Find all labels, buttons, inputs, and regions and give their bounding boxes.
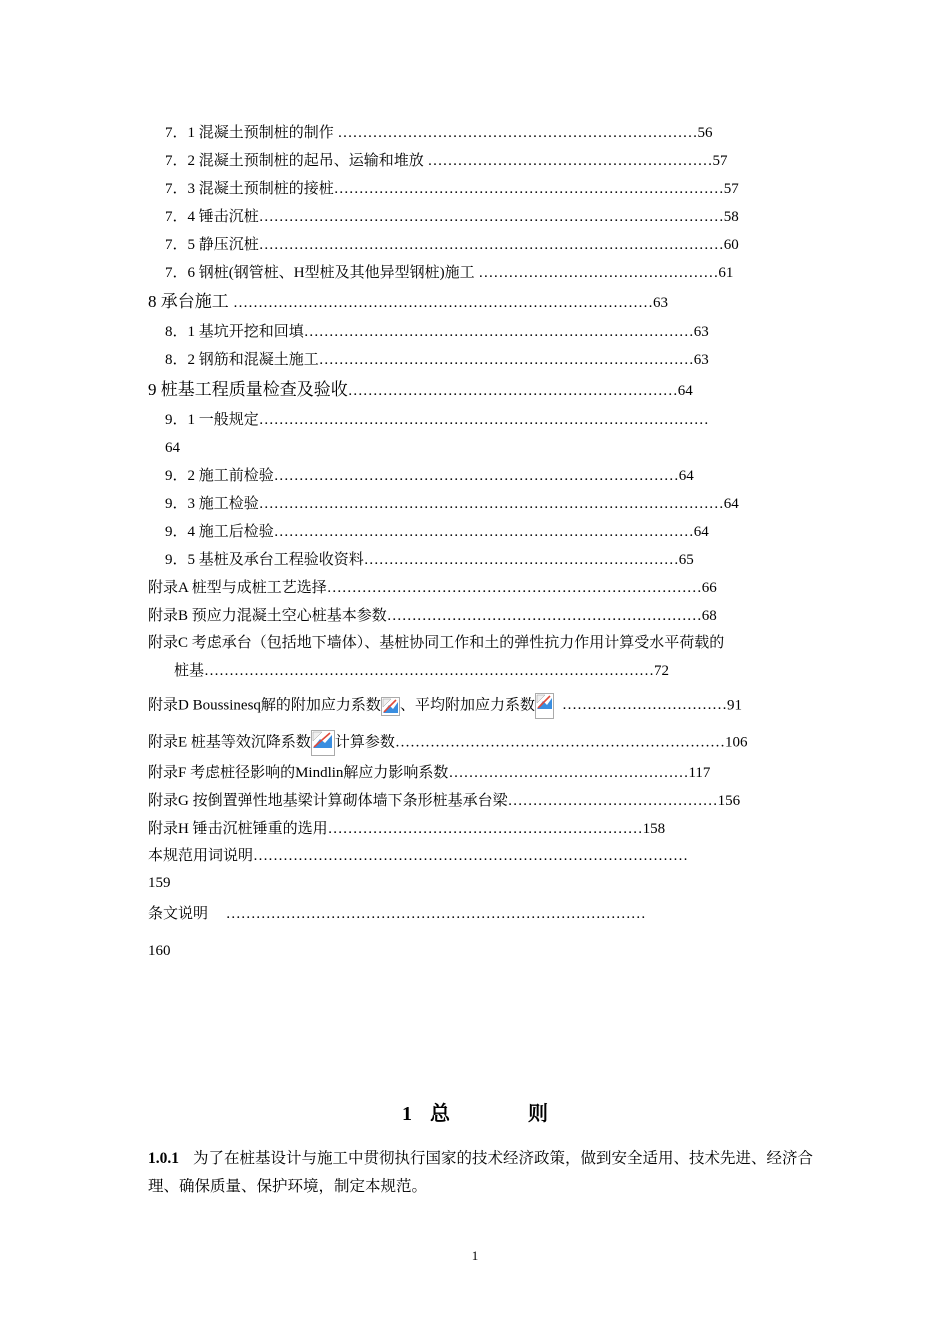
toc-label: 附录F 考虑桩径影响的Mindlin解应力影响系数 [148,765,449,781]
toc-entry-terms[interactable] [148,847,688,865]
toc-leader: ………………………………………………………………………… [273,524,694,540]
toc-page: 63 [693,324,709,340]
toc-leader: ……………………………………………………………… [337,125,698,141]
toc-label: 8．1 基坑开挖和回填 [165,324,304,340]
toc-leader: ………………………………………………………… [394,734,725,751]
toc-leader: ………………………………………………… [427,153,713,169]
toc-entry-commentary[interactable] [148,905,646,923]
toc-leader: ……………………………………………………… [327,821,643,837]
toc-page: 56 [697,125,713,141]
toc-leader: ………………………………………………………………………… [233,295,653,311]
toc-entry-appendix-d[interactable] [148,693,742,719]
broken-image-icon [381,697,400,716]
toc-page: 72 [654,663,670,679]
toc-entry-appendix-b[interactable] [148,607,717,625]
toc-label: 本规范用词说明 [148,848,254,864]
toc-entry-appendix-f[interactable] [148,764,710,782]
toc-page: 156 [717,793,741,809]
toc-page: 117 [688,765,711,781]
toc-entry-8-1[interactable] [165,323,709,341]
toc-leader: ………………………………………………………………… [318,352,694,368]
toc-page: 57 [723,181,739,197]
toc-entry-9-1[interactable] [165,411,709,429]
toc-page: 64 [723,496,739,512]
toc-leader: …………………………………………………………………… [333,181,724,197]
toc-entry-7-4[interactable] [165,208,739,226]
toc-entry-9-1-page [165,439,180,457]
toc-label: 9．2 施工前检验 [165,468,274,484]
toc-entry-9-2[interactable] [165,467,694,485]
toc-label: 8 承台施工 [148,292,233,311]
toc-label: 9．5 基桩及承台工程验收资料 [165,552,364,568]
toc-entry-7-6[interactable] [165,264,733,282]
toc-page: 91 [726,697,742,714]
clause-number: 1.0.1 [148,1150,179,1167]
toc-label: 附录C 考虑承台（包括地下墙体）、基桩协同工作和土的弹性抗力作用计算受水平荷载的 [148,635,725,651]
toc-leader: ………………………………………………………………………… [225,906,646,922]
toc-label: 7．3 混凝土预制桩的接桩 [165,181,334,197]
toc-leader: ………………………………………… [448,765,689,781]
toc-entry-9-4[interactable] [165,523,709,541]
toc-label: 7．5 静压沉桩 [165,237,259,253]
toc-page: 159 [148,875,171,891]
toc-label: 附录H 锤击沉桩锤重的选用 [148,821,328,837]
toc-label: 9．1 一般规定 [165,412,259,428]
toc-entry-7-5[interactable] [165,236,739,254]
toc-page: 106 [724,734,748,751]
toc-page: 160 [148,943,171,959]
toc-entry-terms-page [148,874,171,892]
toc-page: 65 [678,552,694,568]
toc-leader: …………………………… [561,697,727,714]
footer-page-number: 1 [471,1248,479,1263]
toc-page: 58 [723,209,739,225]
chapter-title-part1: 总 [430,1103,450,1125]
toc-page: 68 [701,608,717,624]
toc-label: 桩基 [174,663,205,679]
toc-page: 57 [712,153,728,169]
toc-page: 61 [718,265,734,281]
toc-leader: ……………………………………………………… [386,608,702,624]
toc-label: 附录A 桩型与成桩工艺选择 [148,580,327,596]
toc-leader: ……………………………………………………………………………… [204,663,655,679]
toc-entry-appendix-g[interactable] [148,792,740,810]
toc-label: 附录D Boussinesq解的附加应力系数 [148,697,381,714]
toc-page: 64 [678,468,694,484]
toc-label: 7．1 混凝土预制桩的制作 [165,125,338,141]
broken-image-icon [311,730,335,756]
toc-page: 64 [165,440,180,456]
toc-entry-commentary-page [148,942,171,960]
toc-entry-appendix-h[interactable] [148,820,665,838]
toc-entry-appendix-c-cont[interactable] [174,662,669,680]
toc-page: 66 [701,580,717,596]
chapter-number: 1 [402,1103,412,1125]
toc-label: 附录E 桩基等效沉降系数 [148,734,311,751]
toc-entry-8-2[interactable] [165,351,709,369]
broken-image-icon [535,693,554,719]
toc-leader: ………………………………………………………………… [326,580,702,596]
toc-page: 64 [693,524,709,540]
toc-page: 63 [693,352,709,368]
toc-leader: ………………………………………………………………………………… [258,496,724,512]
toc-entry-9-3[interactable] [165,495,739,513]
toc-label-mid: 、平均附加应力系数 [399,697,535,714]
toc-entry-7-1[interactable] [165,124,713,142]
toc-leader: ……………………………………………………………………… [273,468,679,484]
toc-leader: ………………………………………… [478,265,719,281]
toc-label: 7．2 混凝土预制桩的起吊、运输和堆放 [165,153,428,169]
toc-entry-9[interactable] [148,380,693,401]
toc-leader: ………………………………………………………… [347,383,678,399]
toc-label: 7．6 钢桩(钢管桩、H型桩及其他异型钢桩)施工 [165,265,479,281]
toc-entry-9-5[interactable] [165,551,694,569]
toc-entry-appendix-c[interactable] [148,634,724,652]
clause-text: 为了在桩基设计与施工中贯彻执行国家的技术经济政策，做到安全适用、技术先进、经济合理、确保质量、保护环境，制定本规范。 [148,1150,814,1195]
toc-leader: ……………………………………………………………………………… [258,412,709,428]
toc-entry-appendix-e[interactable] [148,730,747,756]
chapter-heading [0,1097,950,1126]
toc-leader: ……………………………………………………… [363,552,679,568]
toc-leader: ………………………………………………………………………………… [258,237,724,253]
toc-leader: …………………………………… [507,793,718,809]
toc-label: 8．2 钢筋和混凝土施工 [165,352,319,368]
toc-label: 9 桩基工程质量检查及验收 [148,380,348,399]
toc-entry-appendix-a[interactable] [148,579,717,597]
toc-leader: …………………………………………………………………… [303,324,694,340]
toc-page: 158 [642,821,666,837]
toc-label: 7．4 锤击沉桩 [165,209,259,225]
toc-label: 附录B 预应力混凝土空心桩基本参数 [148,608,387,624]
toc-label-mid: 计算参数 [334,734,395,751]
toc-page: 64 [677,383,693,399]
clause-paragraph [148,1145,818,1201]
toc-entry-8[interactable] [148,292,668,313]
toc-leader: ………………………………………………………………………………… [258,209,724,225]
toc-label: 条文说明 [148,906,212,922]
toc-label: 9．3 施工检验 [165,496,259,512]
toc-entry-7-2[interactable] [165,152,728,170]
toc-entry-7-3[interactable] [165,180,739,198]
toc-label: 附录G 按倒置弹性地基梁计算砌体墙下条形桩基承台梁 [148,793,508,809]
toc-page: 60 [723,237,739,253]
toc-page: 63 [653,295,668,311]
toc-label: 9．4 施工后检验 [165,524,274,540]
toc-leader: …………………………………………………………………………… [253,848,689,864]
chapter-title-part2: 则 [528,1103,548,1125]
